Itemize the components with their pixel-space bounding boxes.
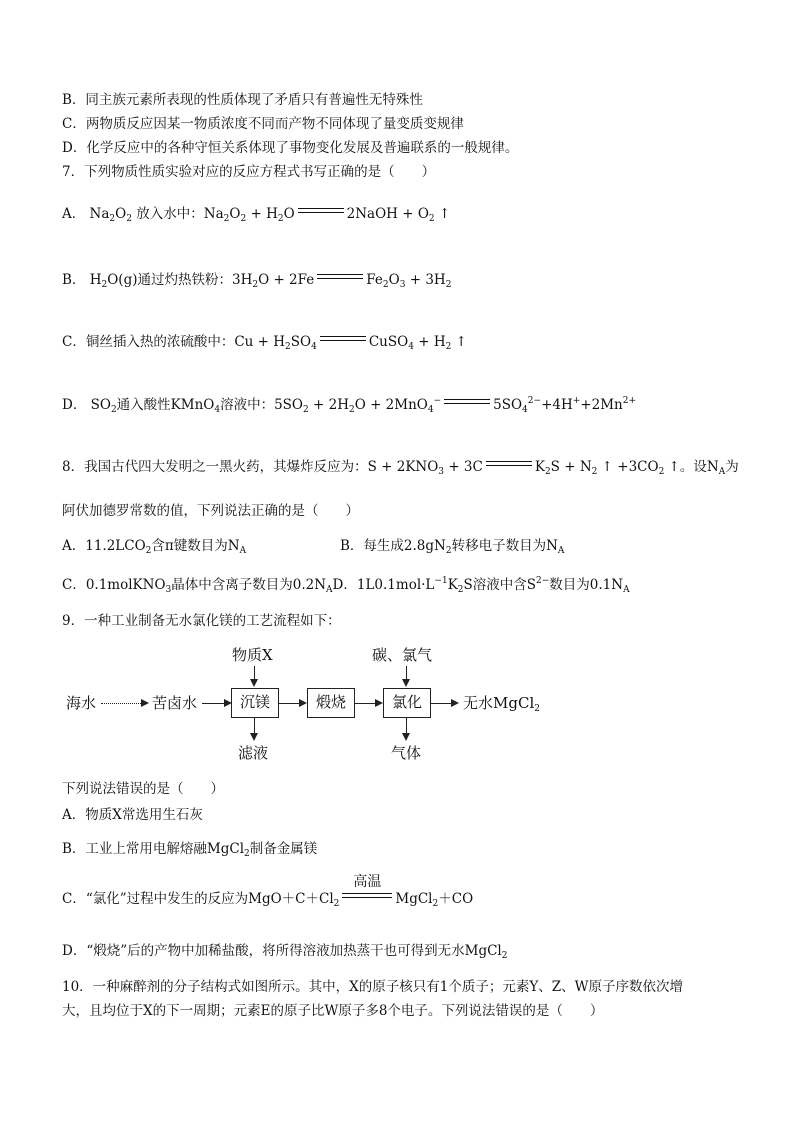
flow-gas: 气体 [391, 744, 422, 762]
arrow-head [299, 699, 307, 707]
q10-stem-line2: 大，且均位于X的下一周期；元素E的原子比W原子多8个电子。下列说法错误的是（ ） [62, 1003, 604, 1019]
flow-arrow [254, 718, 255, 734]
equals-sign [444, 397, 490, 407]
q7-option-d: D． $SO_2$通入酸性KMnO$_4$溶液中：$5SO_2 + 2H_2O + 2MnO_4^-$ $5SO_4^{2-}+4H^++2Mn^{2+}$ [62, 396, 636, 415]
q9-option-b: B．工业上常用电解熔融MgCl$_2$制备金属镁 [62, 841, 318, 859]
q9-stem: 9．一种工业制备无水氯化镁的工艺流程如下： [62, 613, 341, 629]
q8-stem-line2: 阿伏加德罗常数的值，下列说法正确的是（ ） [62, 503, 359, 519]
q6-option-c: C．两物质反应因某一物质浓度不同而产物不同体现了量变质变规律 [62, 116, 464, 132]
flow-arrow [279, 703, 301, 704]
q8-option-c-d [62, 576, 630, 594]
flow-arrow [202, 703, 226, 704]
equals-sign [317, 272, 363, 282]
q6-option-d: D．化学反应中的各种守恒关系体现了事物变化发展及普遍联系的一般规律。 [62, 140, 519, 156]
equals-sign [298, 206, 344, 216]
equals-sign [320, 334, 366, 344]
arrow-head [402, 733, 410, 741]
condition-high-temp: 高温 [353, 874, 382, 890]
arrow-head [375, 699, 383, 707]
equals-sign [486, 459, 532, 469]
q7-stem: 7．下列物质性质实验对应的反应方程式书写正确的是（ ） [62, 164, 436, 180]
arrow-head [402, 679, 410, 687]
q9-option-d: D．“煅烧”后的产物中加稀盐酸，将所得溶液加热蒸干也可得到无水MgCl$_2$ [62, 943, 508, 961]
flow-dotted-arrow [101, 703, 143, 704]
q8-stem: 8．我国古代四大发明之一黑火药，其爆炸反应为：$S + 2KNO_3 + 3C$ $K_2S + N_2$ ↑ $+3CO_2$ ↑。设$N_A$为 [62, 459, 739, 477]
q8-option-b: B．每生成$2.8gN_2$转移电子数目为$N_A$ [340, 538, 565, 556]
q9-option-c: C．“氯化”过程中发生的反应为$MgO+C+Cl_2$ 高温 MgCl$_2$＋CO [62, 874, 474, 909]
flow-arrow [355, 703, 377, 704]
flow-reagent-x: 物质X [232, 646, 273, 664]
q10-stem-line1: 10．一种麻醉剂的分子结构式如图所示。其中，X的原子核只有1个质子；元素Y、Z、W原子序数依次增 [62, 979, 684, 995]
arrow-head [451, 699, 459, 707]
flow-box-calcine: 煅烧 [307, 688, 355, 718]
flow-arrow [406, 666, 407, 680]
q7-option-a: A． $Na_2O_2$ 放入水中：$Na_2O_2 + H_2O$ 2NaOH + $O_2$ ↑ [62, 206, 451, 224]
q7-option-b: B． $H_2O(g)$通过灼热铁粉：$3H_2O + 2Fe$ $Fe_2O_3 + 3H_2$ [62, 272, 452, 290]
flow-box-precipitate-mg: 沉镁 [231, 688, 279, 718]
arrow-head [141, 699, 149, 707]
q8-option-c: C．0.1molKNO$_3$晶体中含离子数目为$0.2N_A$ [62, 577, 333, 595]
q9-option-a: A．物质X常选用生石灰 [62, 807, 203, 823]
q8-option-a: A．$11.2LCO_2$含π键数目为$N_A$ [62, 538, 247, 556]
q6-option-b: B．同主族元素所表现的性质体现了矛盾只有普遍性无特殊性 [62, 92, 423, 108]
q7-option-c: C．铜丝插入热的浓硫酸中：$Cu + H_2SO_4$ CuSO$_4$ + $H_2$ ↑ [62, 334, 467, 352]
q9-flow-diagram [0, 640, 794, 765]
q9-question: 下列说法错误的是（ ） [62, 781, 224, 797]
flow-brine: 苦卤水 [152, 694, 198, 712]
flow-product: 无水MgCl$_2$ [463, 694, 540, 714]
arrow-head [250, 733, 258, 741]
flow-reagent-c-cl2: 碳、氯气 [372, 646, 433, 664]
flow-arrow [406, 718, 407, 734]
flow-arrow [254, 666, 255, 680]
q8-option-d: D．$1L0.1mol\cdot L^{-1}K_2S$溶液中含$S^{2-}$数目为$0.1N_A$ [332, 576, 630, 595]
equals-sign [342, 874, 392, 901]
flow-arrow [431, 703, 453, 704]
flow-box-chlorinate: 氯化 [383, 688, 431, 718]
flow-seawater: 海水 [66, 694, 97, 712]
arrow-head [250, 679, 258, 687]
flow-filtrate: 滤液 [238, 744, 269, 762]
